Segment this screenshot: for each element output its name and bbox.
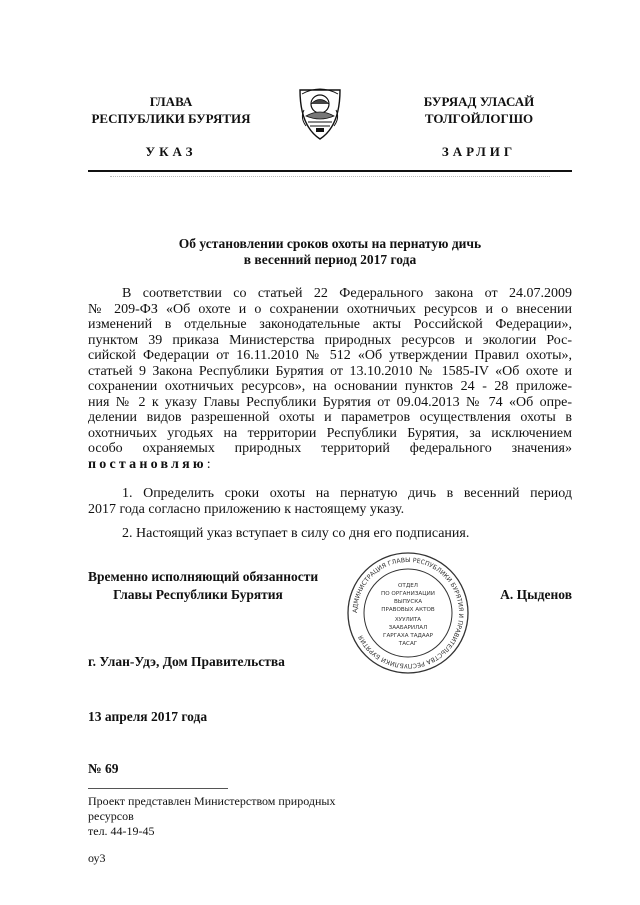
preamble-line: В соответствии со статьей 22 Федерального закона от 24.07.2009 bbox=[122, 286, 572, 301]
preamble-line: пунктом 39 приказа Министерства природных ресурсов и экологии Рос- bbox=[88, 332, 572, 348]
footer-line2: ресурсов bbox=[88, 809, 134, 823]
decree-verb-colon: : bbox=[206, 456, 211, 472]
header-right-line2: ТОЛГОЙЛОГШО bbox=[424, 111, 534, 126]
stamp-inner-line: ТАСАГ bbox=[398, 641, 418, 647]
decree-verb-line bbox=[88, 457, 572, 473]
official-stamp bbox=[346, 551, 470, 675]
place-of-signing: г. Улан-Удэ, Дом Правительства bbox=[88, 654, 285, 669]
decree-verb: постановляю bbox=[88, 456, 207, 472]
header-right-line1: БУРЯАД УЛАСАЙ bbox=[423, 94, 535, 109]
stamp-inner-line: ГАРГАХА ТАДААР bbox=[383, 633, 433, 639]
preamble-line: охотничьих угодьях на территории Республики Бурятия, за исключением bbox=[88, 425, 572, 441]
item-1 bbox=[88, 486, 572, 517]
preamble-line: сохранении охотничьих ресурсов», на основании пунктов 24 - 28 приложе- bbox=[88, 379, 572, 394]
stamp-inner-line: ЗААБАРИЛАЛ bbox=[388, 625, 428, 631]
decree-date: 13 апреля 2017 года bbox=[88, 709, 208, 724]
svg-text:АДМИНИСТРАЦИЯ ГЛАВЫ РЕСПУБЛИКИ bbox=[352, 557, 464, 669]
stamp-inner-line: ПРАВОВЫХ АКТОВ bbox=[381, 607, 435, 613]
footer-divider bbox=[88, 788, 228, 789]
header-divider bbox=[88, 170, 572, 172]
stamp-inner-line: ВЫПУСКА bbox=[393, 599, 423, 605]
stamp-inner-line: ОТДЕЛ bbox=[398, 583, 418, 589]
coat-of-arms-emblem bbox=[296, 82, 344, 142]
stamp-outer-text: АДМИНИСТРАЦИЯ ГЛАВЫ РЕСПУБЛИКИ БУРЯТИЯ И ПРАВИТЕЛЬСТВА РЕСПУБЛИКИ БУРЯТИЯ bbox=[351, 556, 465, 670]
decree-title-line2: в весенний период 2017 года bbox=[243, 252, 417, 267]
signature-position-line1: Временно исполняющий обязанности bbox=[88, 569, 319, 584]
preamble-line: изменений в отдельные законодательные акты Российской Федерации», bbox=[88, 317, 572, 332]
footer-line1: Проект представлен Министерством природных bbox=[88, 794, 336, 808]
header-left-line2: РЕСПУБЛИКИ БУРЯТИЯ bbox=[91, 111, 251, 126]
decree-title-line1: Об установлении сроков охоты на пернатую дичь bbox=[178, 236, 482, 251]
signatory-name: А. Цыденов bbox=[500, 587, 572, 602]
item-2 bbox=[88, 526, 572, 542]
item-1-line1: 1. Определить сроки охоты на пернатую дичь в весенний период bbox=[122, 486, 572, 501]
preamble-paragraph bbox=[88, 286, 572, 472]
stamp-inner-line: ПО ОРГАНИЗАЦИИ bbox=[381, 591, 435, 597]
footer-phone: тел. 44-19-45 bbox=[88, 824, 155, 838]
decree-number: № 69 bbox=[88, 761, 119, 776]
header-left-line1: ГЛАВА bbox=[149, 94, 193, 109]
preamble-line: делении видов разрешенной охоты и параметров осуществления охоты в bbox=[88, 410, 572, 425]
footer-code: оу3 bbox=[88, 851, 106, 865]
preamble-line: сийской Федерации от 16.11.2010 № 512 «Об утверждении Правил охоты», bbox=[88, 348, 572, 363]
item-2-line1: 2. Настоящий указ вступает в силу со дня его подписания. bbox=[122, 526, 470, 541]
preamble-line: ния № 2 к указу Главы Республики Бурятия от 09.04.2013 № 74 «Об опре- bbox=[88, 394, 572, 410]
stamp-inner-line: ХУУЛИТА bbox=[394, 617, 422, 623]
header-left-doc-type: УКАЗ bbox=[145, 144, 197, 159]
item-1-line2: 2017 года согласно приложению к настоящему указу. bbox=[88, 501, 405, 517]
preamble-line: статьей 9 Закона Республики Бурятия от 13.10.2010 № 1585-IV «Об охоте и bbox=[88, 363, 572, 379]
header-dotted-underline bbox=[110, 176, 550, 177]
header-right-doc-type: ЗАРЛИГ bbox=[441, 144, 517, 159]
preamble-line: особо охраняемых природных территорий федерального значения» bbox=[88, 441, 572, 456]
signature-position-line2: Главы Республики Бурятия bbox=[113, 587, 283, 602]
preamble-line: № 209-ФЗ «Об охоте и о сохранении охотничьих ресурсов и о внесении bbox=[88, 301, 572, 317]
